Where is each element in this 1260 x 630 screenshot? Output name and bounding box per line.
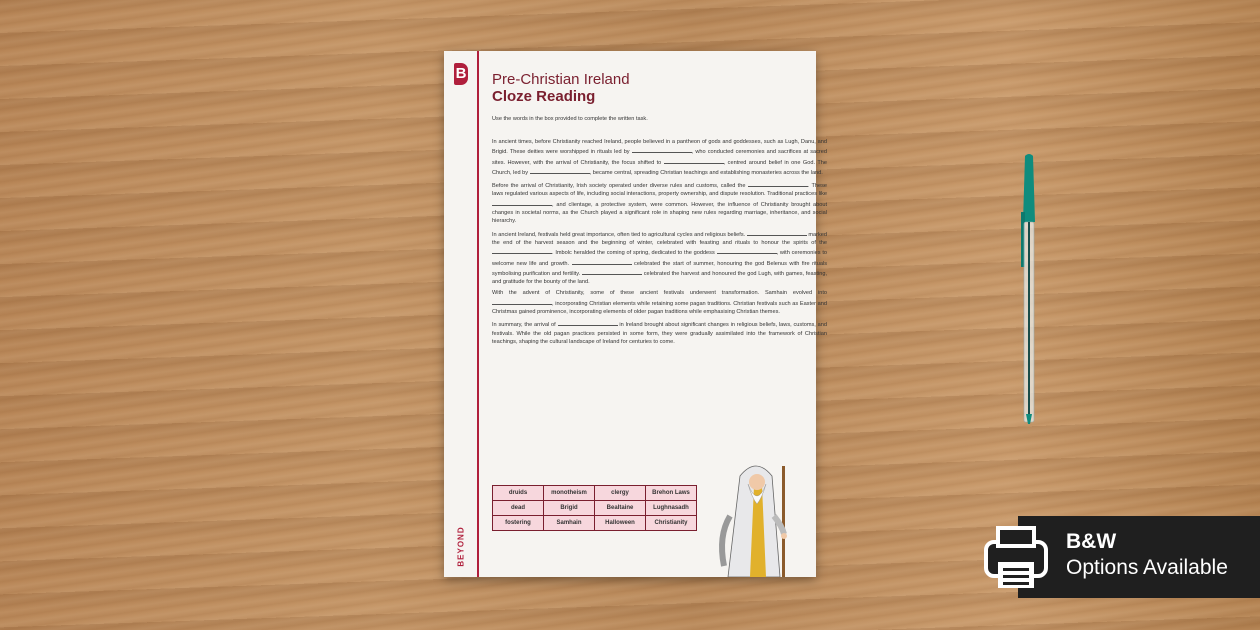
paragraph-text: In ancient Ireland, festivals held great importance, often tied to agricultural cycles and religious beliefs. xyxy=(492,231,747,238)
cloze-paragraph xyxy=(492,180,827,225)
paragraph-text: , incorporating Christian elements while retaining some pagan traditions. Christian festivals such as Easter and Christmas gained prominence, incorporating elements of older pagan traditions while emphasising Christian themes. xyxy=(492,300,827,316)
worksheet-page xyxy=(444,51,828,577)
cloze-paragraph xyxy=(492,319,827,346)
paragraph-text: In ancient times, before Christianity reached Ireland, people believed in a pantheon of gods and goddesses, such as Lugh, Danu, and Brigid. These deities were worshipped in rituals led by xyxy=(492,139,827,156)
word-bank-cell: Brehon Laws xyxy=(646,486,697,501)
cloze-blank[interactable] xyxy=(632,146,692,153)
paragraph-text: in Ireland brought about significant changes in religious beliefs, laws, customs, and festivals. While the old pagan practices persisted in some form, they were gradually assimilated into the framework of Christian teachings, shaping the cultural landscape of Ireland for centuries to come. xyxy=(492,322,828,345)
word-bank-row xyxy=(493,486,697,501)
word-bank-cell: dead xyxy=(493,501,544,516)
cloze-blank[interactable] xyxy=(582,268,642,275)
paragraph-text: In summary, the arrival of xyxy=(492,322,558,329)
worksheet-title: Pre-Christian Ireland xyxy=(492,71,630,88)
beyond-logo-icon: B xyxy=(454,63,468,85)
worksheet-subtitle: Cloze Reading xyxy=(492,88,596,105)
paragraph-text: , centred around belief in one God. The Church, led by xyxy=(492,159,827,176)
paragraph-text: , became central, spreading Christian teachings and establishing monasteries across the land. xyxy=(589,169,823,176)
cloze-paragraph xyxy=(492,229,827,287)
word-bank-cell: Samhain xyxy=(544,516,595,531)
word-bank-cell: Bealtaine xyxy=(595,501,646,516)
worksheet-instruction: Use the words in the box provided to complete the written task. xyxy=(492,116,648,122)
druid-illustration xyxy=(710,456,802,577)
cloze-blank[interactable] xyxy=(747,229,807,236)
paragraph-text: With the advent of Christianity, some of these ancient festivals underwent transformation. Samhain evolved into xyxy=(492,290,827,297)
brand-label-text: BEYOND xyxy=(456,525,466,567)
paragraph-text: celebrated the harvest and honoured the god Lugh, with games, feasting, and gratitude for the bounty of the land. xyxy=(492,270,828,286)
cloze-blank[interactable] xyxy=(717,247,777,254)
paragraph-text: marked the end of the harvest season and the beginning of winter, celebrated with feasting and rituals to honour the spirits of the xyxy=(492,231,827,246)
word-bank-cell: Brigid xyxy=(544,501,595,516)
word-bank-cell: fostering xyxy=(493,516,544,531)
word-bank-row xyxy=(493,516,697,531)
word-bank-cell: Halloween xyxy=(595,516,646,531)
word-bank-cell: druids xyxy=(493,486,544,501)
paragraph-text: celebrated the start of summer, honouring the god Belenus with fire rituals symbolising purification and fertility. xyxy=(492,260,827,277)
word-bank-cell: Christianity xyxy=(646,516,697,531)
cloze-paragraph xyxy=(492,289,827,316)
badge-title: B&W xyxy=(1066,530,1117,553)
paragraph-text: . These laws regulated various aspects of life, including social interactions, property ownership, and dispute resolution. Traditional practices like xyxy=(492,183,827,198)
paragraph-text: , who conducted ceremonies and sacrifices at sacred sites. However, with the arrival of Christianity, the focus shifted to xyxy=(492,149,827,166)
worksheet-spine-line xyxy=(477,51,479,577)
bw-options-badge xyxy=(1018,516,1260,598)
cloze-blank[interactable] xyxy=(492,298,552,305)
cloze-blank[interactable] xyxy=(492,199,552,206)
word-bank-cell: monotheism xyxy=(544,486,595,501)
paragraph-text: , and clientage, a protective system, were common. However, the influence of Christianity brought about changes in societal norms, as the Church played a significant role in shaping new rules regarding marriage, inheritance, and social hierarchy. xyxy=(492,201,827,225)
cloze-blank[interactable] xyxy=(664,157,724,164)
word-bank-cell: clergy xyxy=(595,486,646,501)
cloze-blank[interactable] xyxy=(572,258,632,265)
cloze-blank[interactable] xyxy=(558,319,618,326)
worksheet-content xyxy=(492,71,827,349)
brand-label xyxy=(448,521,474,571)
cloze-passage xyxy=(492,138,827,346)
cloze-blank[interactable] xyxy=(748,180,808,187)
word-bank-cell: Lughnasadh xyxy=(646,501,697,516)
paragraph-text: , with ceremonies to welcome new life and growth. xyxy=(492,250,827,267)
paragraph-text: . Imbolc heralded the coming of spring, dedicated to the goddess xyxy=(552,250,717,257)
word-bank-table xyxy=(492,485,697,531)
word-bank-row xyxy=(493,501,697,516)
printer-icon xyxy=(980,522,1052,594)
cloze-blank[interactable] xyxy=(492,247,552,254)
paragraph-text: Before the arrival of Christianity, Irish society operated under diverse rules and customs, called the xyxy=(492,183,748,190)
badge-subtitle: Options Available xyxy=(1066,556,1228,579)
pen-illustration xyxy=(1017,152,1041,427)
cloze-blank[interactable] xyxy=(530,167,590,174)
cloze-paragraph xyxy=(492,138,827,177)
